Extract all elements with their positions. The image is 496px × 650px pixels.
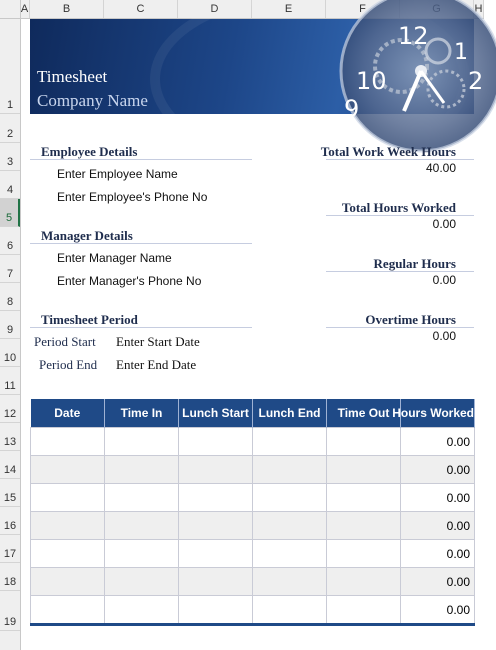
column-header-h[interactable]: H [474,0,484,18]
employee-details-heading[interactable]: Employee Details [41,144,138,159]
time-in-cell[interactable] [105,596,179,625]
date-cell[interactable] [31,512,105,540]
row-header-12[interactable]: 12 [0,395,20,423]
overtime-hours-value[interactable]: 0.00 [432,329,456,343]
timesheet-period-underline [30,327,252,328]
hours-worked-header-text: Hours Worked [392,406,474,420]
date-cell[interactable] [31,456,105,484]
manager-details-underline [30,243,252,244]
date-cell[interactable] [31,428,105,456]
lunch-start-cell[interactable] [179,428,253,456]
row-header-17[interactable]: 17 [0,535,20,563]
date-cell[interactable] [31,540,105,568]
date-cell[interactable] [31,484,105,512]
period-start-label[interactable]: Period Start [34,334,96,349]
employee-details-underline [30,159,252,160]
regular-hours-label[interactable]: Regular Hours [373,256,456,271]
column-header-a[interactable]: A [20,0,30,18]
time-in-cell[interactable] [105,456,179,484]
table-row [31,568,475,596]
hours-worked-cell[interactable]: 0.00 [401,596,475,625]
hours-worked-column-header[interactable] [392,399,475,428]
lunch-end-cell[interactable] [253,512,327,540]
regular-hours-value[interactable]: 0.00 [432,273,456,287]
overtime-hours-label[interactable]: Overtime Hours [365,312,456,327]
period-end-value[interactable]: Enter End Date [116,357,197,372]
lunch-end-column-header[interactable]: Lunch End [253,399,327,428]
time-in-cell[interactable] [105,484,179,512]
lunch-start-cell[interactable] [179,512,253,540]
date-cell[interactable] [31,568,105,596]
clock-numeral-9: 9 [344,95,360,123]
manager-name-cell[interactable]: Enter Manager Name [57,251,172,265]
employee-name-cell[interactable]: Enter Employee Name [57,167,178,181]
table-row [31,596,475,625]
page-title[interactable]: Timesheet [37,67,108,86]
time-in-cell[interactable] [105,428,179,456]
hours-worked-cell[interactable]: 0.00 [401,540,475,568]
header-banner [30,19,484,123]
select-all-corner[interactable] [0,0,21,19]
time-in-cell[interactable] [105,540,179,568]
table-row [31,428,475,456]
clock-numeral-12: 12 [398,22,429,50]
time-out-cell[interactable] [327,456,401,484]
time-out-cell[interactable] [327,512,401,540]
lunch-start-cell[interactable] [179,568,253,596]
row-header-3[interactable]: 3 [0,143,20,171]
row-header-13[interactable]: 13 [0,423,20,451]
time-out-cell[interactable] [327,484,401,512]
table-row [31,484,475,512]
table-header-row [31,399,475,428]
column-header-c[interactable]: C [104,0,178,18]
lunch-start-cell[interactable] [179,540,253,568]
row-header-7[interactable]: 7 [0,255,20,283]
row-header-bar [0,18,21,650]
time-out-cell[interactable] [327,540,401,568]
overtime-hours-underline [326,327,474,328]
row-header-5[interactable]: 5 [0,199,20,227]
lunch-end-cell[interactable] [253,596,327,625]
table-row [31,512,475,540]
total-work-week-underline [326,159,474,160]
row-header-15[interactable]: 15 [0,479,20,507]
total-hours-worked-underline [326,215,474,216]
row-header-8[interactable]: 8 [0,283,20,311]
clock-numeral-10: 10 [356,67,387,95]
regular-hours-underline [326,271,474,272]
time-out-cell[interactable] [327,596,401,625]
column-header-b[interactable]: B [30,0,104,18]
row-header-18[interactable]: 18 [0,563,20,591]
column-header-f[interactable]: F [326,0,400,18]
row-header-19[interactable]: 19 [0,591,20,631]
row-header-11[interactable]: 11 [0,367,20,395]
lunch-end-cell[interactable] [253,484,327,512]
row-header-9[interactable]: 9 [0,311,20,339]
time-in-column-header[interactable]: Time In [105,399,179,428]
table-row [31,456,475,484]
column-header-e[interactable]: E [252,0,326,18]
hours-worked-cell[interactable]: 0.00 [401,568,475,596]
lunch-start-cell[interactable] [179,484,253,512]
time-in-cell[interactable] [105,512,179,540]
clock-gears-image [326,11,496,129]
row-header-14[interactable]: 14 [0,451,20,479]
row-header-2[interactable]: 2 [0,114,20,143]
lunch-start-cell[interactable] [179,596,253,625]
total-hours-worked-label[interactable]: Total Hours Worked [341,200,456,215]
lunch-start-column-header[interactable]: Lunch Start [179,399,253,428]
total-work-week-hours-value[interactable]: 40.00 [425,161,456,175]
column-header-d[interactable]: D [178,0,252,18]
manager-phone-cell[interactable]: Enter Manager's Phone No [57,274,202,288]
lunch-end-cell[interactable] [253,456,327,484]
lunch-end-cell[interactable] [253,540,327,568]
hours-worked-cell[interactable]: 0.00 [401,484,475,512]
clock-numeral-1: 1 [454,40,468,65]
hours-worked-cell[interactable]: 0.00 [401,512,475,540]
total-hours-worked-value[interactable]: 0.00 [432,217,456,231]
hours-worked-cell[interactable]: 0.00 [401,456,475,484]
row-header-10[interactable]: 10 [0,339,20,367]
time-out-column-header[interactable]: Time Out [327,399,401,428]
manager-details-heading[interactable]: Manager Details [41,228,133,243]
lunch-start-cell[interactable] [179,456,253,484]
clock-numeral-2: 2 [468,67,484,95]
table-row [31,540,475,568]
date-column-header[interactable]: Date [31,399,105,428]
employee-phone-cell[interactable]: Enter Employee's Phone No [57,190,208,204]
lunch-end-cell[interactable] [253,568,327,596]
lunch-end-cell[interactable] [253,428,327,456]
row-header-1[interactable]: 1 [0,18,20,114]
row-header-16[interactable]: 16 [0,507,20,535]
date-cell[interactable] [31,596,105,625]
time-out-cell[interactable] [327,428,401,456]
time-in-cell[interactable] [105,568,179,596]
row-header-6[interactable]: 6 [0,227,20,255]
period-end-label[interactable]: Period End [39,357,98,372]
hours-worked-cell[interactable]: 0.00 [401,428,475,456]
row-header-4[interactable]: 4 [0,171,20,199]
company-name[interactable]: Company Name [37,91,148,110]
total-work-week-hours-label[interactable]: Total Work Week Hours [320,144,456,159]
period-start-value[interactable]: Enter Start Date [116,334,200,349]
time-out-cell[interactable] [327,568,401,596]
timesheet-table [30,399,475,626]
timesheet-period-heading[interactable]: Timesheet Period [41,312,138,327]
